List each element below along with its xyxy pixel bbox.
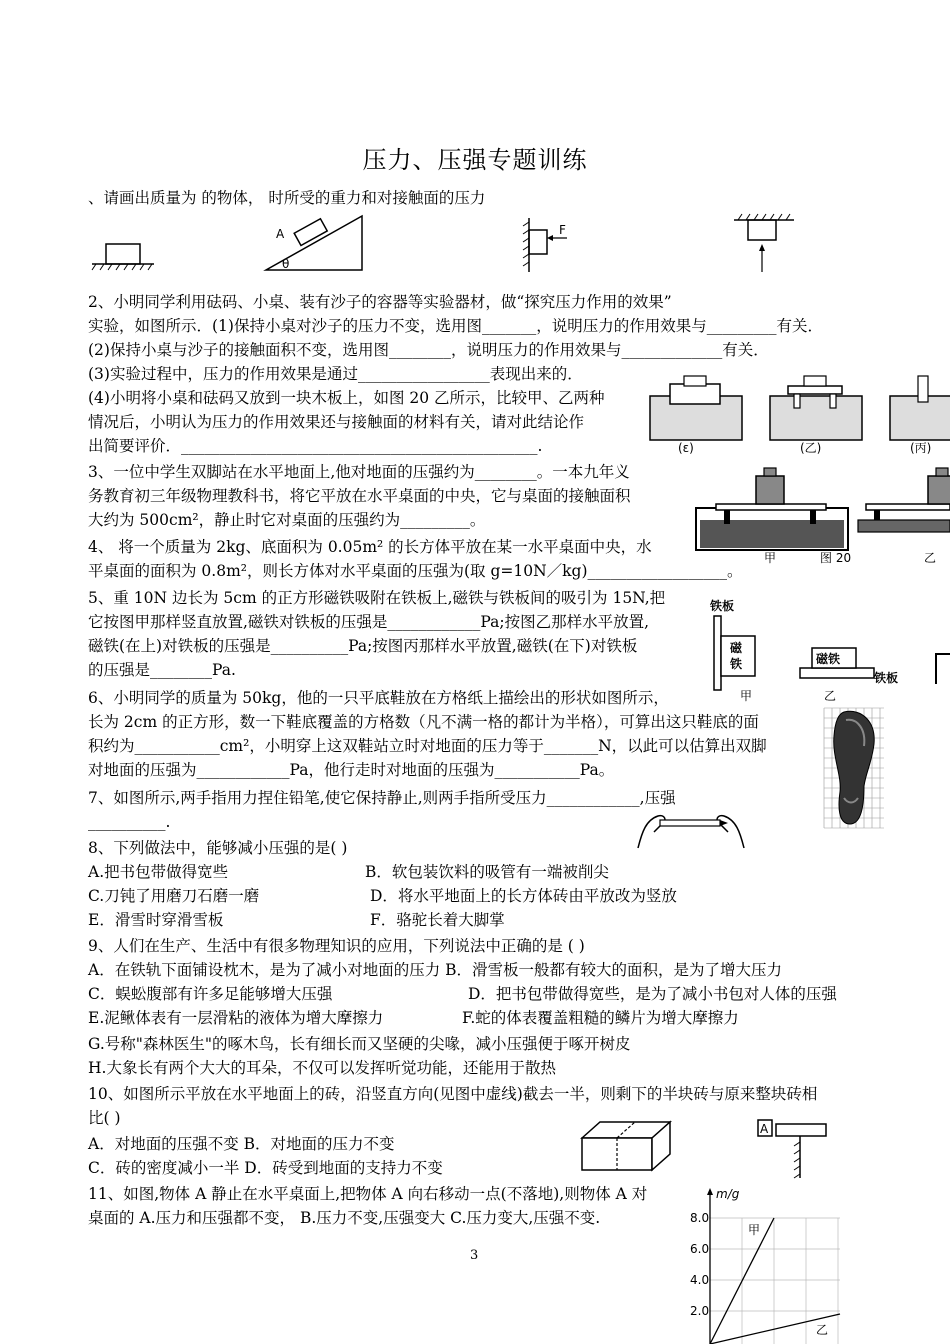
magnet-yi-label: 乙: [824, 689, 837, 703]
magnet-figure: [700, 600, 950, 706]
block-against-wall-figure: [515, 216, 580, 274]
text-line: B．软包装饮料的吸管有一端被削尖: [365, 863, 609, 881]
text-line: 积约为___________cm²，小明穿上这双鞋站立时对地面的压力等于_______N，以此可以估算出双脚: [88, 737, 767, 755]
graph-ylabel: m/g: [716, 1187, 740, 1201]
text-line: E.泥鳅体表有一层滑粘的液体为增大摩擦力: [88, 1009, 384, 1027]
shoe-grid-figure: [822, 706, 888, 830]
text-line: H.大象长有两个大大的耳朵，不仅可以发挥听觉功能，还能用于散热: [88, 1059, 556, 1077]
table-block-figure: [748, 1116, 832, 1182]
text-line: __________.: [88, 813, 171, 831]
text-line: 5、重 10N 边长为 5cm 的正方形磁铁吸附在铁板上,磁铁与铁板间的吸引为 15N,把: [88, 589, 666, 607]
page-title: 压力、压强专题训练: [362, 146, 588, 174]
graph-series-jia: 甲: [748, 1223, 761, 1237]
text-line: 务教育初三年级物理教科书，将它平放在水平桌面的中央，它与桌面的接触面积: [88, 487, 631, 505]
text-line: 平桌面的面积为 0.8m²，则长方体对水平桌面的压强为(取 g=10N／kg)__________________。: [88, 562, 743, 580]
text-line: 情况后，小明认为压力的作用效果还与接触面的材料有关，请对此结论作: [88, 413, 585, 431]
text-line: 4、 将一个质量为 2kg、底面积为 0.05m² 的长方体平放在某一水平桌面中央，水: [88, 538, 652, 556]
force-label-f: F: [559, 223, 566, 237]
text-line: F．骆驼长着大脚掌: [370, 911, 505, 929]
sand-experiment-figure: [648, 374, 950, 454]
mass-graph: [690, 1184, 850, 1344]
text-line: G.号称"森林医生"的啄木鸟，长有细长而又坚硬的尖喙，减小压强便于啄开树皮: [88, 1035, 631, 1053]
text-line: 磁铁(在上)对铁板的压强是__________Pa;按图丙那样水平放置,磁铁(在下)对铁板: [88, 637, 638, 655]
fig20-label-2: (乙): [800, 441, 822, 455]
text-line: (3)实验过程中，压力的作用效果是通过_________________表现出来的．: [88, 365, 583, 383]
text-line: (4)小明将小桌和砝码又放到一块木板上，如图 20 乙所示，比较甲、乙两种: [88, 389, 605, 407]
text-line: 实验，如图所示．(1)保持小桌对沙子的压力不变，选用图_______，说明压力的作用效果与_________有关．: [88, 317, 823, 335]
fig20-label-1: (ε): [678, 441, 694, 455]
text-line: 3、一位中学生双脚站在水平地面上,他对地面的压强约为________。一本九年义: [88, 463, 630, 481]
text-line: 出简要评价．______________________________________________.: [88, 437, 543, 455]
text-line: 对地面的压强为____________Pa，他行走时对地面的压强为___________Pa。: [88, 761, 615, 779]
magnet-iron-plate-label-1: 铁板: [710, 599, 735, 613]
text-line: E．滑雪时穿滑雪板: [88, 911, 224, 929]
graph-ytick-6: 6.0: [690, 1242, 710, 1256]
text-line: C.刀钝了用磨刀石磨一磨: [88, 887, 260, 905]
brick-figure: [578, 1118, 674, 1174]
text-line: 、请画出质量为 的物体， 时所受的重力和对接触面的压力: [88, 189, 486, 207]
text-line: 8、下列做法中，能够减小压强的是( ): [88, 839, 348, 857]
text-line: 长为 2cm 的正方形，数一下鞋底覆盖的方格数（凡不满一格的都计为半格），可算出这只鞋底的面: [88, 713, 759, 731]
text-line: 的压强是________Pa.: [88, 661, 236, 679]
weight-table-figure: [690, 464, 950, 564]
incline-angle-label: θ: [282, 257, 290, 271]
incline-figure: [262, 212, 372, 274]
magnet-jia-text-2: 铁: [730, 657, 743, 671]
pencil-fingers-figure: [636, 808, 746, 852]
incline-block-label: A: [276, 227, 285, 241]
magnet-label: 磁铁: [816, 652, 841, 666]
text-line: D．把书包带做得宽些，是为了减小书包对人体的压强: [468, 985, 837, 1003]
text-line: 9、人们在生产、生活中有很多物理知识的应用，下列说法中正确的是 ( ): [88, 937, 585, 955]
text-line: 比( ): [88, 1109, 121, 1127]
text-line: 桌面的 A.压力和压强都不变， B.压力不变,压强变大 C.压力变大,压强不变.: [88, 1209, 601, 1227]
text-line: 大约为 500cm²，静止时它对桌面的压强约为_________。: [88, 511, 486, 529]
page-number: 3: [470, 1248, 479, 1263]
fig20-caption: 图 20: [820, 551, 852, 565]
text-line: 11、如图,物体 A 静止在水平桌面上,把物体 A 向右移动一点(不落地),则物体 A 对: [88, 1185, 648, 1203]
text-line: 6、小明同学的质量为 50kg，他的一只平底鞋放在方格纸上描绘出的形状如图所示，: [88, 689, 669, 707]
magnet-jia-text-1: 磁: [730, 641, 743, 655]
text-line: A.把书包带做得宽些: [88, 863, 229, 881]
text-line: F.蛇的体表覆盖粗糙的鳞片为增大摩擦力: [462, 1009, 739, 1027]
text-line: A．在铁轨下面铺设枕木，是为了减小对地面的压力 B．滑雪板一般都有较大的面积，是为了增大压力: [88, 961, 783, 979]
magnet-iron-plate-label-2: 铁板: [874, 671, 899, 685]
graph-ytick-8: 8.0: [690, 1211, 710, 1225]
text-line: 2、小明同学利用砝码、小桌、装有沙子的容器等实验器材，做“探究压力作用的效果”: [88, 293, 672, 311]
graph-ytick-2: 2.0: [690, 1304, 710, 1318]
block-on-ground-figure: [90, 240, 160, 272]
graph-series-yi: 乙: [816, 1323, 829, 1337]
text-line: D．将水平地面上的长方体砖由平放改为竖放: [370, 887, 677, 905]
block-against-ceiling-figure: [730, 212, 800, 276]
table-block-label: A: [760, 1122, 769, 1136]
text-line: 7、如图所示,两手指用力捏住铅笔,使它保持静止,则两手指所受压力____________,压强: [88, 789, 676, 807]
text-line: 10、如图所示平放在水平地面上的砖，沿竖直方向(见图中虚线)截去一半，则剩下的半块砖与原来整块砖相: [88, 1085, 818, 1103]
text-line: 它按图甲那样竖直放置,磁铁对铁板的压强是____________Pa;按图乙那样水平放置,: [88, 613, 650, 631]
text-line: C．砖的密度减小一半 D．砖受到地面的支持力不变: [88, 1159, 443, 1177]
fig20-jia-label: 甲: [764, 551, 777, 565]
graph-ytick-4: 4.0: [690, 1273, 710, 1287]
fig20-yi-label: 乙: [924, 551, 937, 565]
text-line: (2)保持小桌与沙子的接触面积不变，选用图________，说明压力的作用效果与_____________有关．: [88, 341, 769, 359]
text-line: C．蜈蚣腹部有许多足能够增大压强: [88, 985, 333, 1003]
fig20-label-3: (丙): [910, 441, 932, 455]
text-line: A．对地面的压强不变 B．对地面的压力不变: [88, 1135, 395, 1153]
magnet-jia-label: 甲: [740, 689, 753, 703]
